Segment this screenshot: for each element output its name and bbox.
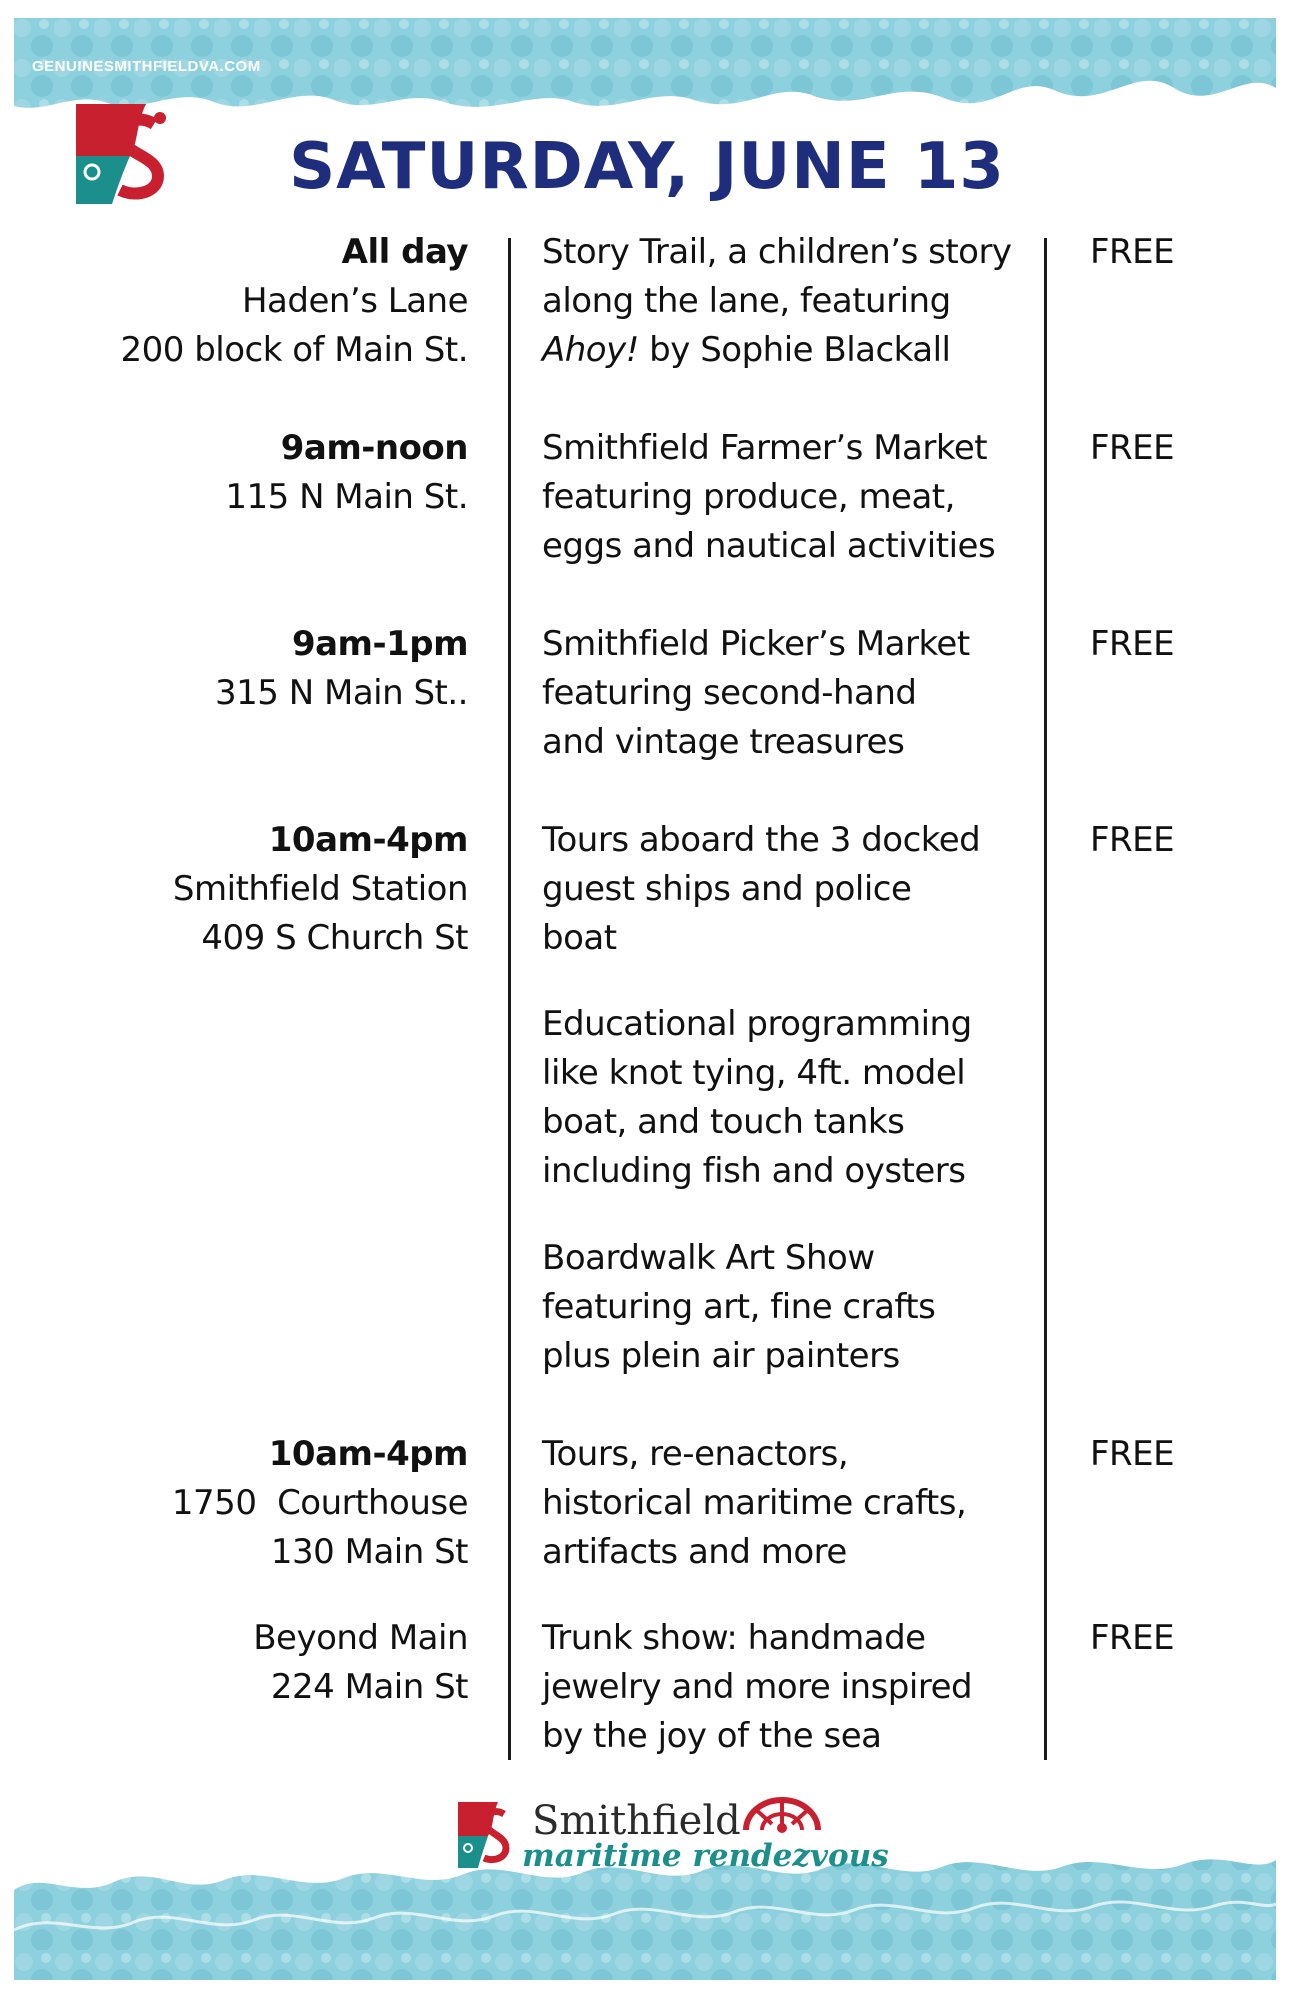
desc-line: Educational programming [542,1004,972,1044]
event-3-price: FREE [1090,624,1175,664]
event-address: 409 S Church St [201,918,468,958]
event-4-description [542,816,1042,963]
event-3-location [215,620,468,718]
event-5-location [172,1430,468,1577]
desc-line: jewelry and more inspired [542,1667,973,1707]
desc-line: Trunk show: handmade [542,1618,926,1658]
desc-line: guest ships and police [542,869,912,909]
event-4-art-show [542,1234,1042,1381]
event-address: 130 Main St [270,1532,468,1572]
desc-line: Tours, re-enactors, [542,1434,849,1474]
ship-wheel-icon [740,1796,824,1836]
event-5-description [542,1430,1042,1577]
desc-line: plus plein air painters [542,1336,900,1376]
event-1-description [542,228,1042,375]
column-divider-left [508,238,511,1760]
event-time: 9am-1pm [291,624,468,664]
event-time: 10am-4pm [268,820,468,860]
column-divider-right [1044,238,1047,1760]
event-place: 1750 Courthouse [171,1483,468,1523]
desc-line [542,326,1042,375]
desc-line: featuring art, fine crafts [542,1287,936,1327]
event-6-location [253,1614,468,1712]
desc-line: boat, and touch tanks [542,1102,905,1142]
desc-line: eggs and nautical activities [542,526,996,566]
desc-line: Smithfield Farmer’s Market [542,428,988,468]
event-6-description [542,1614,1042,1761]
desc-line: Smithfield Picker’s Market [542,624,970,664]
page-title: SATURDAY, JUNE 13 [289,130,1005,204]
event-address: 315 N Main St.. [215,673,468,713]
desc-line: Story Trail, a children’s story [542,232,1012,272]
event-address: 200 block of Main St. [120,330,468,370]
desc-line: boat [542,918,617,958]
desc-line: like knot tying, 4ft. model [542,1053,966,1093]
event-place: Haden’s Lane [241,281,468,321]
desc-line: featuring second-hand [542,673,917,713]
event-2-location [225,424,468,522]
event-4-educational [542,1000,1042,1196]
footer-brand-name: Smithfield [532,1798,741,1844]
event-4-price: FREE [1090,820,1175,860]
event-time: All day [341,232,468,272]
event-time: 10am-4pm [268,1434,468,1474]
event-place: Smithfield Station [172,869,468,909]
desc-line: including fish and oysters [542,1151,966,1191]
desc-line: artifacts and more [542,1532,847,1572]
event-3-description [542,620,1042,767]
event-1-location [121,228,469,375]
event-place: Beyond Main [253,1618,468,1658]
event-2-price: FREE [1090,428,1175,468]
desc-line: Boardwalk Art Show [542,1238,875,1278]
event-address: 115 N Main St. [225,477,468,517]
desc-line: and vintage treasures [542,722,905,762]
event-2-description [542,424,1042,571]
desc-text: by Sophie Blackall [638,330,951,370]
footer-brand-subtitle: maritime rendezvous [522,1838,889,1874]
desc-line: along the lane, featuring [542,281,951,321]
event-1-price: FREE [1090,232,1175,272]
event-6-price: FREE [1090,1618,1175,1658]
event-4-location [173,816,468,963]
site-url[interactable]: GENUINESMITHFIELDVA.COM [32,58,261,75]
desc-line: by the joy of the sea [542,1716,882,1756]
event-5-price: FREE [1090,1434,1175,1474]
footer-logo-icon [458,1802,518,1868]
desc-line: featuring produce, meat, [542,477,955,517]
event-time: 9am-noon [280,428,468,468]
event-address: 224 Main St [270,1667,468,1707]
desc-line: Tours aboard the 3 docked [542,820,981,860]
book-title: Ahoy! [542,330,639,370]
desc-line: historical maritime crafts, [542,1483,967,1523]
